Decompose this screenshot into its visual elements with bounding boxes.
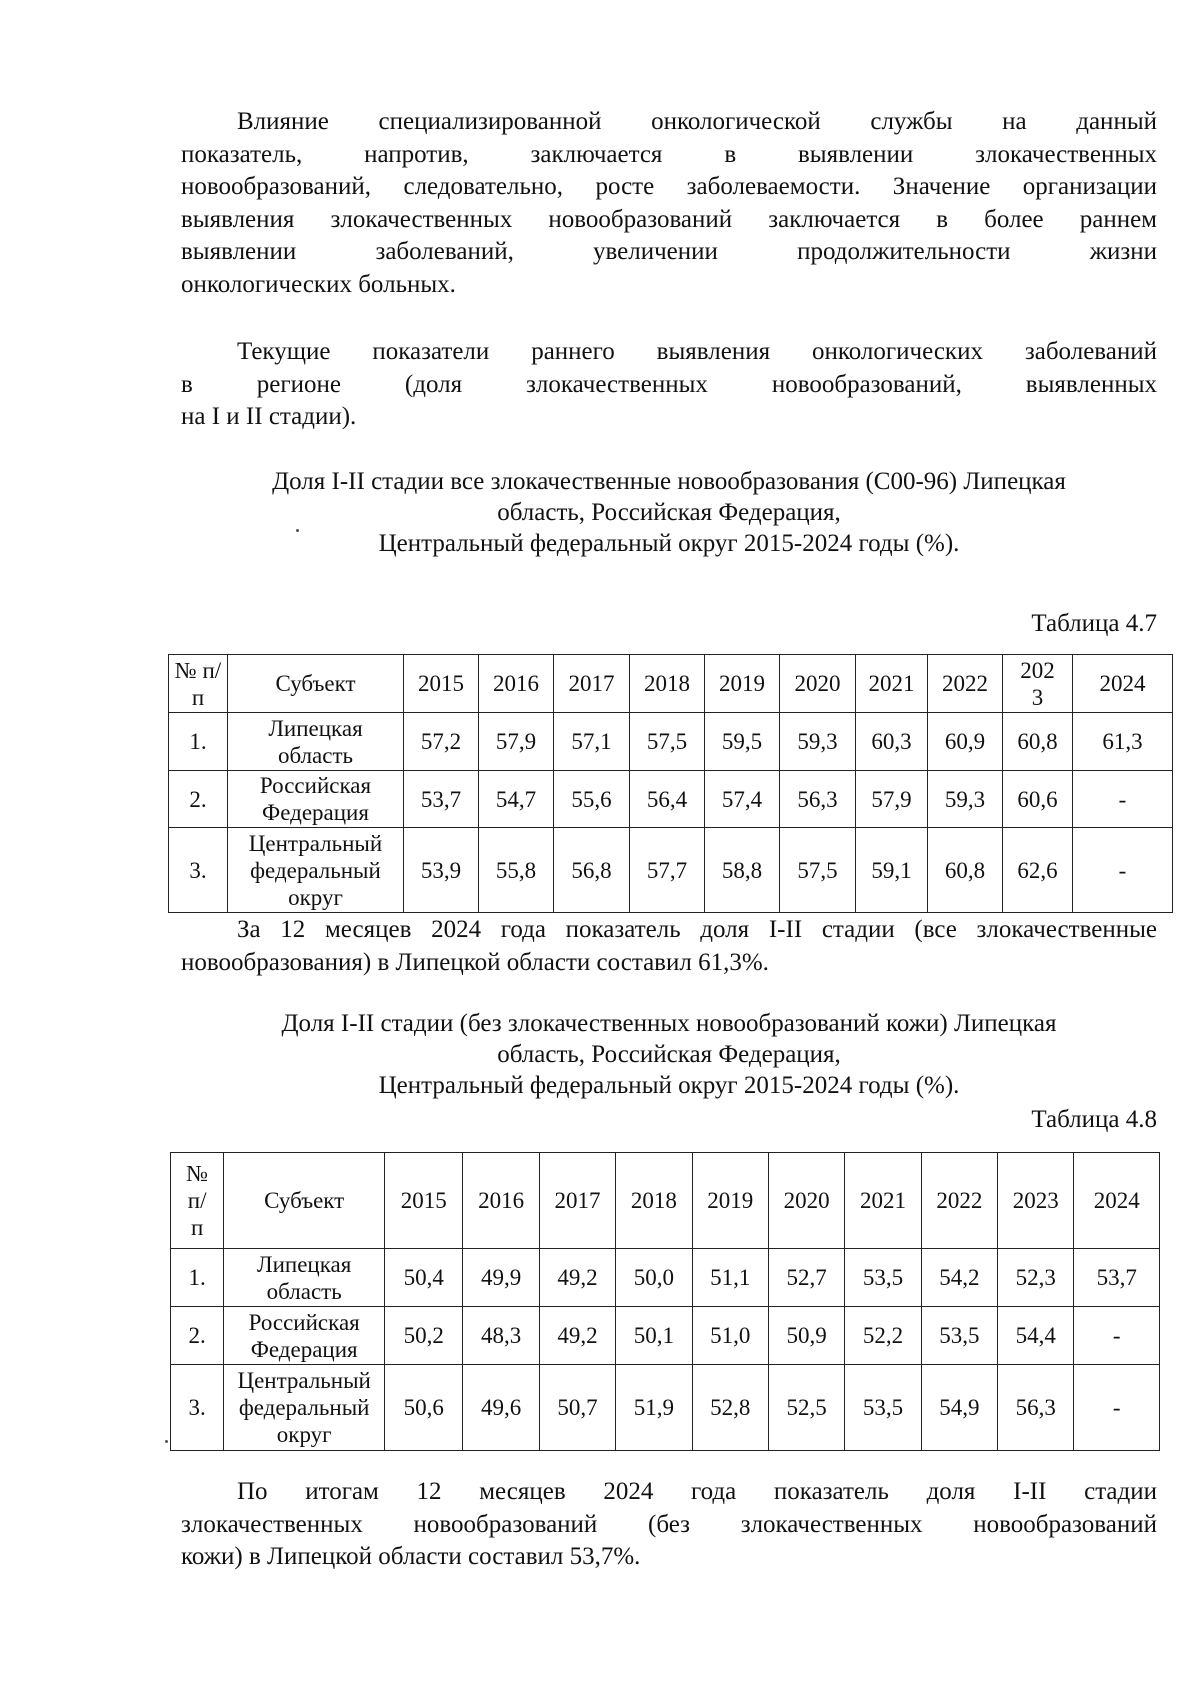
text-line: новообразования) в Липецкой области составил 61,3%. xyxy=(181,948,769,976)
cell-value: 60,8 xyxy=(1003,713,1073,771)
table-row xyxy=(169,828,1173,913)
text-line: За 12 месяцев 2024 года показатель доля I-II стадии (все злокачественные xyxy=(237,916,1157,943)
row-subject: Российская Федерация xyxy=(224,1307,385,1365)
text-line: Влияние специализированной онкологической службы на данный xyxy=(237,108,1157,135)
cell-value: 56,8 xyxy=(554,828,630,913)
row-num: 3. xyxy=(171,1365,224,1451)
cell-value: 57,1 xyxy=(554,713,630,771)
cell-value: 59,5 xyxy=(705,713,780,771)
cell-value: 56,3 xyxy=(780,771,856,828)
cell-value: 57,4 xyxy=(705,771,780,828)
text-line: новообразований, следовательно, росте заболеваемости. Значение организации xyxy=(181,173,1157,200)
header-year: 2017 xyxy=(554,655,630,713)
table-2-label: Таблица 4.8 xyxy=(1031,1106,1157,1133)
cell-value: 52,7 xyxy=(768,1249,844,1307)
text-line: онкологических больных. xyxy=(181,270,456,298)
header-year: 2020 xyxy=(768,1153,844,1249)
cell-value: - xyxy=(1074,1365,1160,1451)
row-subject: Липецкая область xyxy=(228,713,404,771)
table-header-row xyxy=(169,655,1173,713)
table-row xyxy=(171,1249,1160,1307)
header-year: 2015 xyxy=(385,1153,463,1249)
header-year: 2023 xyxy=(998,1153,1074,1249)
cell-value: 49,2 xyxy=(539,1249,615,1307)
cell-value: 57,9 xyxy=(479,713,554,771)
row-subject: Центральный федеральный округ xyxy=(228,828,404,913)
header-year: 2024 xyxy=(1074,1153,1160,1249)
row-subject: Липецкая область xyxy=(224,1249,385,1307)
cell-value: 50,7 xyxy=(539,1365,615,1451)
row-num: 2. xyxy=(169,771,228,828)
header-year: 2021 xyxy=(856,655,928,713)
table-4-8 xyxy=(170,1152,1160,1451)
scan-speck xyxy=(165,1440,168,1443)
cell-value: 60,6 xyxy=(1003,771,1073,828)
cell-value: 52,3 xyxy=(998,1249,1074,1307)
header-year: 2019 xyxy=(705,655,780,713)
paragraph-table-1-summary xyxy=(181,914,1157,979)
cell-value: 54,4 xyxy=(998,1307,1074,1365)
cell-value: 51,0 xyxy=(692,1307,768,1365)
header-year: 2022 xyxy=(928,655,1003,713)
header-year: 2021 xyxy=(845,1153,921,1249)
paragraph-table-2-summary xyxy=(181,1476,1157,1574)
cell-value: - xyxy=(1073,828,1173,913)
header-year: 2018 xyxy=(630,655,705,713)
cell-value: 50,1 xyxy=(616,1307,692,1365)
cell-value: 57,5 xyxy=(630,713,705,771)
caption-line: Доля I-II стадии (без злокачественных новообразований кожи) Липецкая xyxy=(281,1010,1057,1037)
row-subject: Центральный федеральный округ xyxy=(224,1365,385,1451)
header-year: 2016 xyxy=(479,655,554,713)
scan-speck xyxy=(296,529,299,532)
cell-value: 51,9 xyxy=(616,1365,692,1451)
header-subject: Субъект xyxy=(228,655,404,713)
paragraph-influence xyxy=(181,106,1157,301)
text-line: показатель, напротив, заключается в выявлении злокачественных xyxy=(181,140,1157,168)
cell-value: - xyxy=(1073,771,1173,828)
text-line: кожи) в Липецкой области составил 53,7%. xyxy=(181,1543,641,1570)
cell-value: 60,8 xyxy=(928,828,1003,913)
paragraph-current-indicators xyxy=(181,336,1157,434)
cell-value: 50,9 xyxy=(768,1307,844,1365)
text-line: злокачественных новообразований (без злокачественных новообразований xyxy=(181,1510,1157,1538)
cell-value: 57,7 xyxy=(630,828,705,913)
cell-value: 54,7 xyxy=(479,771,554,828)
header-year: 202 3 xyxy=(1003,655,1073,713)
table-1-caption xyxy=(181,466,1157,559)
cell-value: 55,6 xyxy=(554,771,630,828)
cell-value: 61,3 xyxy=(1073,713,1173,771)
text-line: на I и II стадии). xyxy=(181,403,357,430)
header-year: 2017 xyxy=(539,1153,615,1249)
header-subject: Субъект xyxy=(224,1153,385,1249)
header-year: 2024 xyxy=(1073,655,1173,713)
cell-value: 57,2 xyxy=(404,713,479,771)
cell-value: 50,0 xyxy=(616,1249,692,1307)
table-1-label: Таблица 4.7 xyxy=(1031,610,1157,637)
cell-value: 54,9 xyxy=(921,1365,997,1451)
cell-value: 58,8 xyxy=(705,828,780,913)
header-year: 2019 xyxy=(692,1153,768,1249)
row-subject: Российская Федерация xyxy=(228,771,404,828)
cell-value: 53,5 xyxy=(845,1249,921,1307)
table-row xyxy=(171,1365,1160,1451)
cell-value: 50,6 xyxy=(385,1365,463,1451)
cell-value: 55,8 xyxy=(479,828,554,913)
cell-value: 57,9 xyxy=(856,771,928,828)
cell-value: - xyxy=(1074,1307,1160,1365)
caption-line: область, Российская Федерация, xyxy=(497,499,841,526)
cell-value: 60,9 xyxy=(928,713,1003,771)
caption-line: Центральный федеральный округ 2015-2024 годы (%). xyxy=(378,1072,960,1099)
row-num: 2. xyxy=(171,1307,224,1365)
cell-value: 53,5 xyxy=(921,1307,997,1365)
table-row xyxy=(169,771,1173,828)
cell-value: 57,5 xyxy=(780,828,856,913)
cell-value: 52,8 xyxy=(692,1365,768,1451)
header-num: № п/п xyxy=(169,655,228,713)
cell-value: 59,3 xyxy=(780,713,856,771)
header-year: 2020 xyxy=(780,655,856,713)
cell-value: 49,2 xyxy=(539,1307,615,1365)
row-num: 3. xyxy=(169,828,228,913)
header-year: 2015 xyxy=(404,655,479,713)
table-row xyxy=(171,1307,1160,1365)
cell-value: 59,1 xyxy=(856,828,928,913)
text-line: выявления злокачественных новообразований заключается в более раннем xyxy=(181,205,1157,233)
row-num: 1. xyxy=(171,1249,224,1307)
cell-value: 62,6 xyxy=(1003,828,1073,913)
text-line: выявлении заболеваний, увеличении продолжительности жизни xyxy=(181,238,1157,265)
cell-value: 51,1 xyxy=(692,1249,768,1307)
cell-value: 56,3 xyxy=(998,1365,1074,1451)
cell-value: 53,7 xyxy=(404,771,479,828)
cell-value: 60,3 xyxy=(856,713,928,771)
cell-value: 50,2 xyxy=(385,1307,463,1365)
cell-value: 56,4 xyxy=(630,771,705,828)
cell-value: 49,6 xyxy=(463,1365,539,1451)
cell-value: 52,2 xyxy=(845,1307,921,1365)
cell-value: 53,7 xyxy=(1074,1249,1160,1307)
cell-value: 59,3 xyxy=(928,771,1003,828)
cell-value: 50,4 xyxy=(385,1249,463,1307)
caption-line: Центральный федеральный округ 2015-2024 годы (%). xyxy=(378,530,960,557)
cell-value: 53,5 xyxy=(845,1365,921,1451)
table-row xyxy=(169,713,1173,771)
header-year: 2022 xyxy=(921,1153,997,1249)
cell-value: 53,9 xyxy=(404,828,479,913)
text-line: в регионе (доля злокачественных новообразований, выявленных xyxy=(181,370,1157,398)
header-num: № п/ п xyxy=(171,1153,224,1249)
text-line: Текущие показатели раннего выявления онкологических заболеваний xyxy=(237,338,1157,365)
text-line: По итогам 12 месяцев 2024 года показатель доля I-II стадии xyxy=(237,1478,1157,1505)
cell-value: 49,9 xyxy=(463,1249,539,1307)
table-2-caption xyxy=(181,1008,1157,1101)
cell-value: 54,2 xyxy=(921,1249,997,1307)
header-year: 2016 xyxy=(463,1153,539,1249)
cell-value: 52,5 xyxy=(768,1365,844,1451)
table-4-7 xyxy=(168,654,1173,913)
cell-value: 48,3 xyxy=(463,1307,539,1365)
header-year: 2018 xyxy=(616,1153,692,1249)
table-header-row xyxy=(171,1153,1160,1249)
caption-line: Доля I-II стадии все злокачественные новообразования (С00-96) Липецкая xyxy=(272,468,1066,495)
row-num: 1. xyxy=(169,713,228,771)
caption-line: область, Российская Федерация, xyxy=(497,1041,841,1068)
